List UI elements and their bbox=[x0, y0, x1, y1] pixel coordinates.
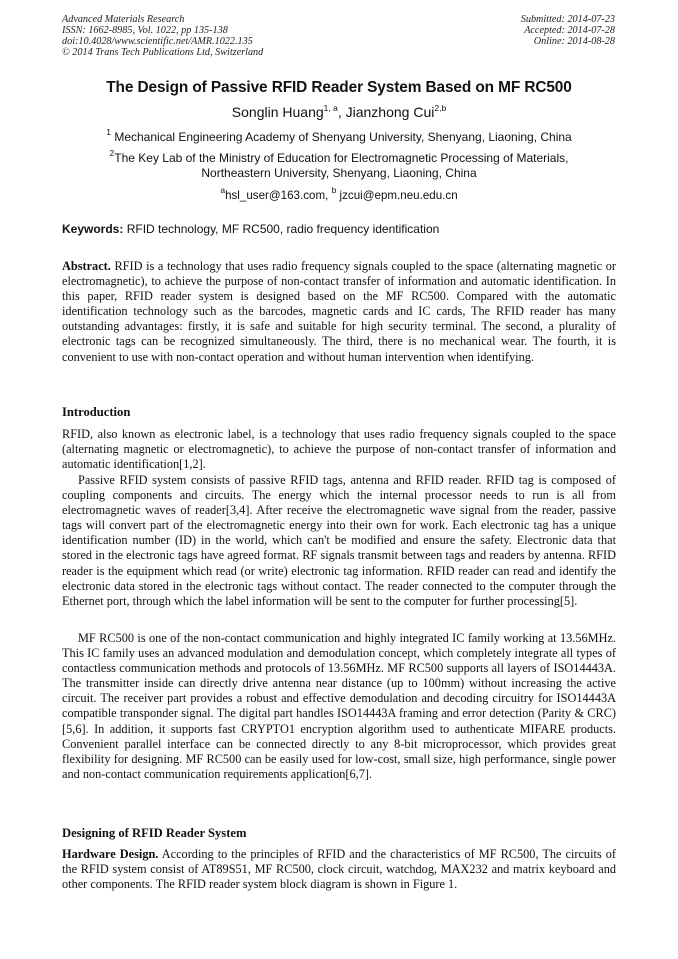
email-address: jzcui@epm.neu.edu.cn bbox=[336, 189, 458, 202]
author-superscript: 2,b bbox=[434, 103, 447, 113]
copyright-line: © 2014 Trans Tech Publications Ltd, Switzerland bbox=[62, 47, 264, 58]
submitted-date: Submitted: 2014-07-23 bbox=[520, 14, 615, 25]
section-heading-introduction: Introduction bbox=[62, 405, 131, 419]
publication-dates bbox=[521, 14, 615, 47]
doi-line: doi:10.4028/www.scientific.net/AMR.1022.135 bbox=[62, 36, 253, 47]
author-emails bbox=[0, 185, 678, 202]
author-name: Jianzhong Cui bbox=[345, 104, 435, 120]
online-date: Online: 2014-08-28 bbox=[533, 36, 615, 47]
issn-line: ISSN: 1662-8985, Vol. 1022, pp 135-138 bbox=[62, 25, 228, 36]
abstract-label: Abstract. bbox=[62, 259, 111, 273]
accepted-date: Accepted: 2014-07-28 bbox=[524, 25, 615, 36]
introduction-paragraph-1: RFID, also known as electronic label, is a technology that uses radio frequency signals coupled to the space (alternating magnetic or electromagnetic), to achieve the purpose of non-contact transfer of information and automatic identification[1,2]. bbox=[62, 427, 616, 472]
publication-info bbox=[62, 14, 263, 58]
affiliation-text: The Key Lab of the Ministry of Education for Electromagnetic Processing of Materials, bbox=[114, 151, 569, 165]
section-heading-design: Designing of RFID Reader System bbox=[62, 826, 247, 840]
author-list bbox=[0, 104, 678, 120]
email-address: hsl_user@163.com, bbox=[225, 189, 332, 202]
hardware-design-paragraph bbox=[62, 847, 616, 892]
hardware-design-text: According to the principles of RFID and the characteristics of MF RC500, The circuits of the RFID system consist of AT89S51, MF RC500, clock circuit, watchdog, MAX232 and matrix keyboard and other components. The RFID reader system block diagram is shown in Figure 1. bbox=[62, 847, 616, 892]
keywords bbox=[62, 222, 616, 236]
author-name: Songlin Huang bbox=[231, 104, 324, 120]
keywords-label: Keywords: bbox=[62, 222, 124, 236]
author-superscript: 1, a bbox=[323, 103, 338, 113]
affiliation-superscript: 1 bbox=[106, 127, 111, 137]
author-separator: , bbox=[337, 104, 346, 120]
keywords-text: RFID technology, MF RC500, radio frequency identification bbox=[123, 222, 440, 236]
introduction-paragraph-2: Passive RFID system consists of passive RFID tags, antenna and RFID reader. RFID tag is composed of coupling components and circuits. The energy which the internal processor needs to run is all from electromagnetic waves of reader[3,4]. After receive the electromagnetic wave signal from the reader, passive tags will convert part of the electromagnetic energy into their own for work. Each electronic tag has a unique identification number (ID) in the world, which can't be modified and ensure the safety. Electronic data that stored in the electronic tags have agreed format. RF signals transmit between tags and readers by antenna. RFID reader is the equipment which read (or write) electronic tag information. RFID reader can read and identify the electronic data stored in the electronic tags without contact. The reader connected to the computer through the Ethernet port, through which the label information will be sent to the computer for further processing[5]. bbox=[62, 473, 616, 608]
affiliation-text: Northeastern University, Shenyang, Liaoning, China bbox=[201, 166, 477, 180]
abstract-text: RFID is a technology that uses radio frequency signals coupled to the space (alternating magnetic or electromagnetic), to achieve the purpose of non-contact transfer of information and automatic identification. In this paper, RFID reader system is designed based on the MF RC500. Compared with the automatic identification technology such as the barcodes, magnetic cards and IC cards, The RFID reader has many outstanding advantages: firstly, it is safe and suitable for high security terminal. The second, a plurality of electronic tags can be recognized simultaneously. The third, there is no mechanical wear. The fourth, it is convenient to use with non-contact operation and without human intervention when identifying. bbox=[62, 259, 616, 364]
introduction-paragraph-3: MF RC500 is one of the non-contact communication and highly integrated IC family working at 13.56MHz. This IC family uses an advanced modulation and demodulation concept, which completely integrate all types of contactless communication methods and protocols of 13.56MHz. MF RC500 supports all layers of ISO14443A. The transmitter inside can directly drive antenna near distance (up to 100mm) without increasing the active circuit. The receiver part provides a robust and effective demodulation and decoding circuitry for ISO14443A compatible transponder signal. The digital part handles ISO14443A framing and error detection (Parity & CRC)[5,6]. In addition, it supports fast CRYPTO1 encryption algorithm used to authenticate MIFARE products. Convenient parallel interface can be connected directly to any 8-bit microprocessor, which provides great flexibility for designing. MF RC500 can be easily used for low-cost, small size, high performance, single power and non-contact communication requirements application[6,7]. bbox=[62, 631, 616, 781]
journal-name: Advanced Materials Research bbox=[62, 14, 185, 25]
affiliation-1 bbox=[0, 127, 678, 145]
email-superscript: a bbox=[220, 185, 226, 195]
hardware-design-label: Hardware Design. bbox=[62, 847, 159, 861]
affiliation-2 bbox=[0, 148, 678, 181]
email-superscript: b bbox=[331, 185, 337, 195]
affiliation-superscript: 2 bbox=[109, 148, 115, 158]
affiliation-text: Mechanical Engineering Academy of Shenyang University, Shenyang, Liaoning, China bbox=[111, 130, 572, 144]
paper-title: The Design of Passive RFID Reader System Based on MF RC500 bbox=[106, 79, 572, 96]
abstract bbox=[62, 259, 616, 365]
